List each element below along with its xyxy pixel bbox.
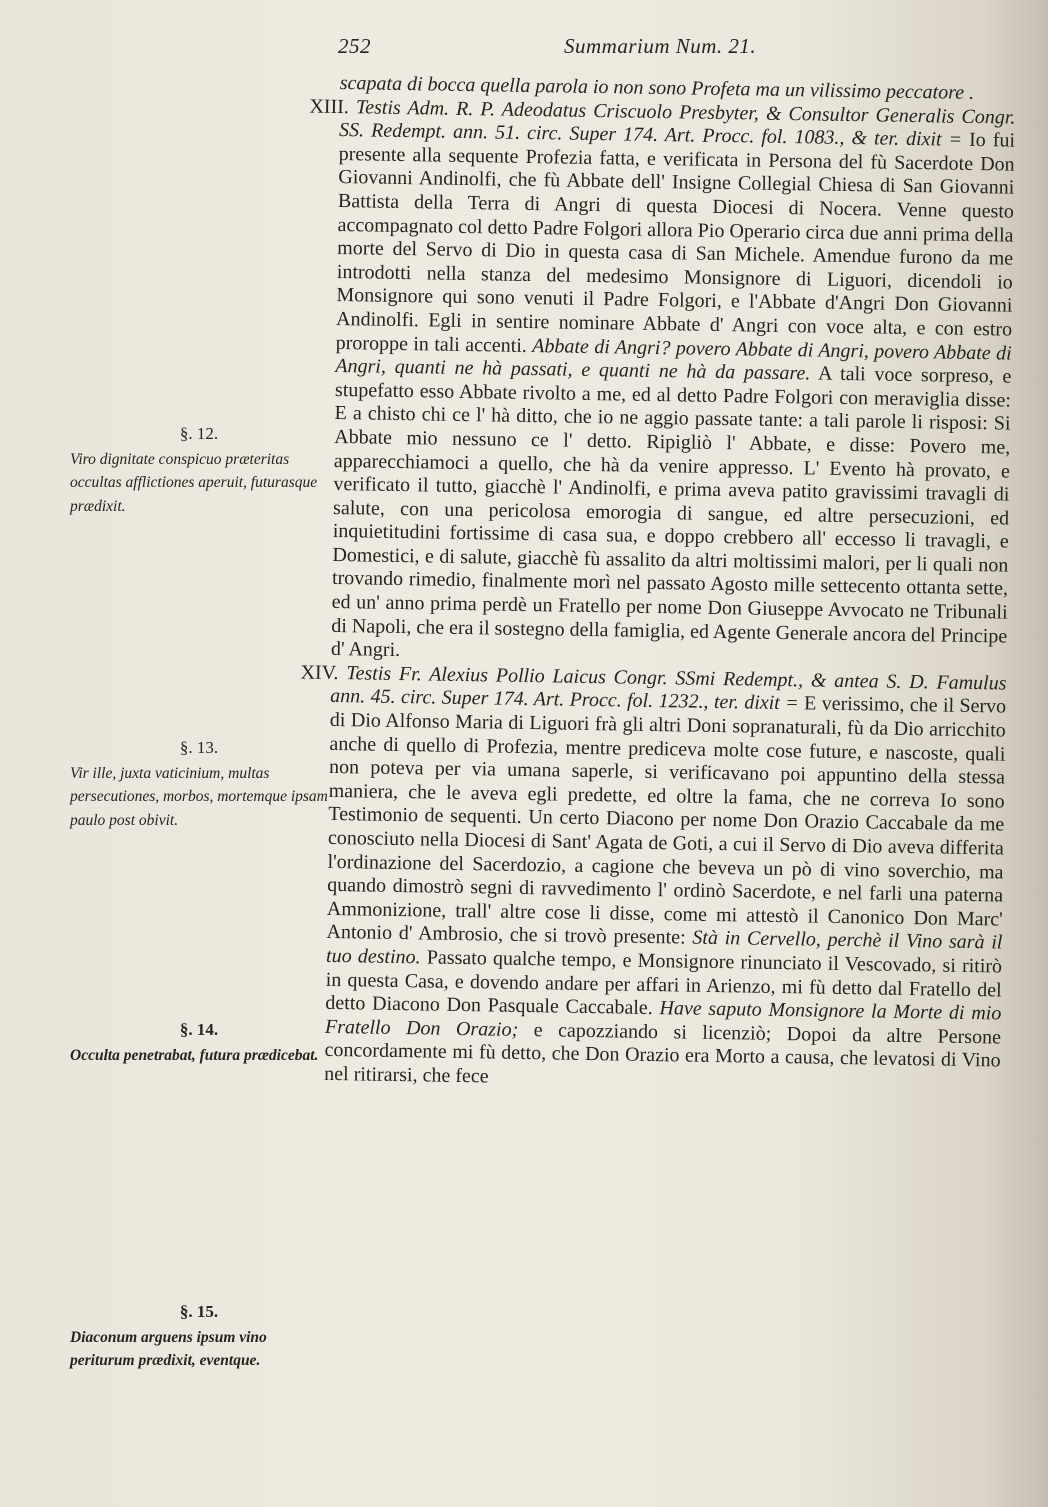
testimony-text-continued: Passato qualche tempo, e Monsignore rinunciato il Vescovado, si ritirò in questa Casa, e dovendo andare per affari in Arienzo, mi fù detto dal Fratello del detto Diacono Don Pasquale Caccabale. xyxy=(325,946,1003,1020)
testimony-text: E verissimo, che il Servo di Dio Alfonso Maria di Liguori frà gli altri Doni sopranaturali, fù da Dio arricchito anche di quello di Profezia, mentre prediceva molte cose future, e nascoste, quali non poteva per via umana saperle, si verificavano poi appuntino della stessa maniera, che le aveva egli predette, ed oltre la fama, che ne correva Io sono Testimonio de sequenti. Un certo Diacono per nome Don Orazio Caccabale da me conosciuto nella Diocesi di Sant' Agata de Goti, a cui il Servo di Dio aveva differita l'ordinazione del Sacerdozio, a cagione che beveva un pò di vino soverchio, ma quando dimostrò segni di ravvedimento l' ordinò Sacerdote, e nel farli una paterna Ammonizione, trall' altre cose li disse, come mi attestò il Canonico Don Marc' Antonio d' Ambrosio, che si trovò presente: xyxy=(326,692,1007,949)
margin-note xyxy=(70,736,328,832)
margin-note-text: Viro dignitate conspicuo præteritas occultas afflictiones aperuit, futurasque prædixit. xyxy=(70,450,318,515)
section-number: §. 12. xyxy=(179,424,219,443)
margin-note xyxy=(70,422,328,518)
running-title: Summarium Num. 21. xyxy=(564,34,757,58)
reported-speech: Have saputo Monsignore la Morte di mio Fratello Don Orazio; xyxy=(324,997,1002,1041)
margin-note-text: Diaconum arguens ipsum vino periturum prædixit, eventque. xyxy=(70,1328,267,1370)
testimony-number: XIV. xyxy=(300,661,339,684)
testimony-xiii xyxy=(309,95,1016,673)
prophecy-quote: Abbate di Angri? povero Abbate di Angri, povero Abbate di Angri, quanti ne hà passati, e quanti ne hà da passare. xyxy=(335,334,1012,385)
testimony-xiv xyxy=(300,661,1007,1097)
testimony-intro: Testis Fr. Alexius Pollio Laicus Congr. SSmi Redempt., & antea S. D. Famulus ann. 45. circ. Super 174. Art. Procc. fol. 1232., ter. dixit = xyxy=(330,662,1007,715)
section-number: §. 15. xyxy=(179,1302,219,1321)
margin-note xyxy=(70,1300,328,1373)
testimony-text-continued: A tali voce sorpreso, e stupefatto esso Abbate rivolto a me, ed al detto Padre Folgori con meraviglia disse: E a chisto chi ce l' hà ditto, che io ne aggio passate tante: a tali parole li risposi: Si Abbate mio nessuno ce l' detto. Ripigliò l' Abbate, e disse: Povero me, apparecchiamoci a quello, che hà da venire appresso. L' Evento hà provato, e verificato il tutto, giacchè l' Andinolfi, e prima aveva patito gravissimi travagli di salute, con una pericolosa emorogia di sangue, ed altre persecuzioni, ed inquietitudini fortissime di casa sua, e doppo crebbero all' eccesso li travagli, e Domestici, e di salute, giacchè fù assalito da altri moltissimi malori, per li quali non trovando rimedio, finalmente morì nel passato Agosto mille settecento ottanta sette, ed un' anno prima perdè un Fratello per nome Don Giuseppe Avvocato ne Tribunali di Napoli, che era il sostegno della famiglia, ed Agente Generale ancora del Principe d' Angri. xyxy=(330,362,1012,662)
section-number: §. 13. xyxy=(179,738,219,757)
section-number: §. 14. xyxy=(179,1020,219,1039)
margin-note-text: Occulta penetrabat, futura prædicebat. xyxy=(70,1046,319,1064)
testimony-text: Io fui presente alla sequente Profezia fatta, e verificata in Persona del fù Sacerdote Don Giovanni Andinolfi, che fù Abbate dell' Insigne Collegial Chiesa di San Giovanni Battista della Terra di Angri di questa Diocesi di Nocera. Venne questo accompagnato col detto Padre Folgori allora Pio Operario circa due anni prima della morte del Servo di Dio in questa casa di San Michele. Amendue furono da me introdotti nella stanza del medesimo Monsignore di Liguori, dicendoli io Monsignore qui sono venuti il Padre Folgori, e l'Abbate d'Angri Don Giovanni Andinolfi. Egli in sentire nominare Abbate d' Angri con voce alta, e con estro proroppe in tali accenti. xyxy=(335,129,1016,357)
margin-note-text: Vir ille, juxta vaticinium, multas persecutiones, morbos, mortemque ipsam paulo post obivit. xyxy=(70,764,328,829)
margin-note xyxy=(70,1018,328,1067)
page-number: 252 xyxy=(338,34,371,58)
testimony-number: XIII. xyxy=(309,95,350,118)
prophecy-quote: Stà in Cervello, perchè il Vino sarà il tuo destino. xyxy=(325,927,1003,969)
testimony-text-final: e capozziando si licenziò; Dopoi da altre Persone concordamente mi fù detto, che Don Orazio era Morto a causa, che levatosi di Vino nel ritirarsi, che fece xyxy=(324,1018,1002,1088)
testimony-intro: Testis Adm. R. P. Adeodatus Criscuolo Presbyter, & Consultor Generalis Congr. SS. Redempt. ann. 51. circ. Super 174. Art. Procc. fol. 1083., & ter. dixit = xyxy=(338,95,1016,151)
main-text-column xyxy=(300,72,1016,1097)
opening-line: scapata di bocca quella parola io non sono Profeta ma un vilissimo peccatore . xyxy=(339,72,975,104)
